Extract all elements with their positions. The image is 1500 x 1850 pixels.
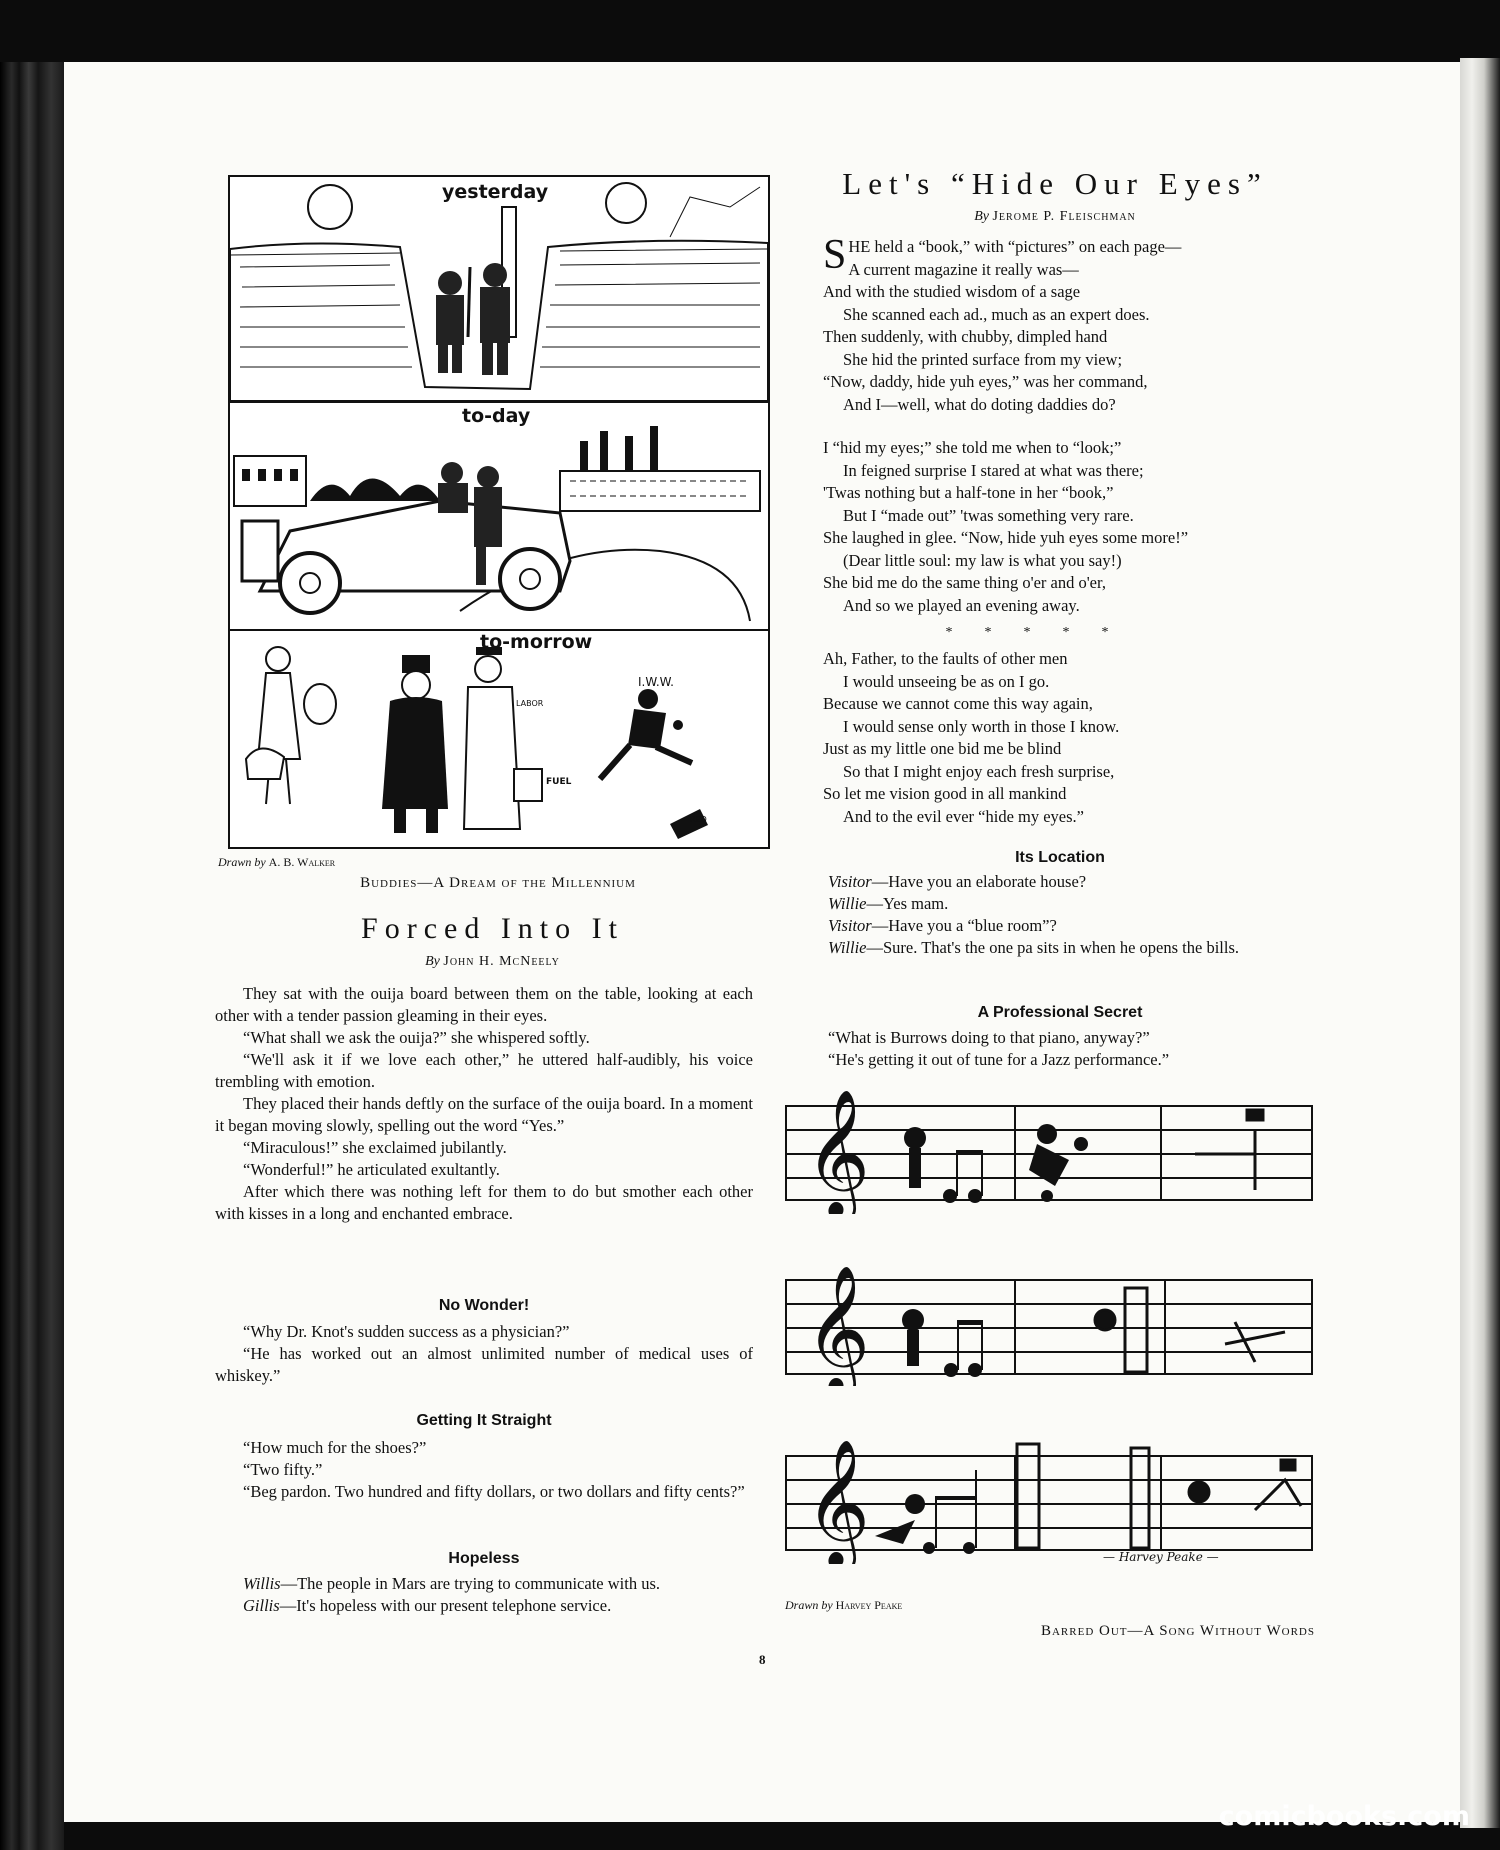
no-wonder-body (215, 1321, 753, 1387)
poem-line: (Dear little soul: my law is what you say!) (843, 550, 1122, 570)
dialogue-line (800, 915, 1320, 937)
labor-label: LABOR (516, 699, 544, 708)
panel-today (230, 401, 768, 631)
dialogue-text: —Sure. That's the one pa sits in when he opens the bills. (866, 938, 1239, 957)
trench-illustration (230, 177, 768, 401)
music-caption: Barred Out—A Song Without Words (1040, 1623, 1315, 1639)
poem-line: So that I might enjoy each fresh surprise, (843, 761, 1115, 781)
story-paragraph: “We'll ask it if we love each other,” he uttered half-audibly, his voice trembling with emotion. (215, 1050, 753, 1091)
no-wonder-title: No Wonder! (438, 1297, 530, 1314)
speaker-name: Visitor (828, 872, 872, 891)
speaker-name: Gillis (243, 1596, 280, 1615)
story-title: Forced Into It (361, 912, 624, 945)
panel-yesterday (230, 177, 768, 403)
poem-line: She hid the printed surface from my view; (843, 349, 1123, 369)
story-paragraph: After which there was nothing left for them to do but smother each other with kisses in a long and enchanted embrace. (215, 1182, 753, 1223)
hopeless-title: Hopeless (448, 1550, 520, 1567)
secret-title: A Professional Secret (977, 1004, 1143, 1021)
panel-label-tomorrow: to-morrow (480, 631, 593, 653)
first-line-text: HE held a “book,” with “pictures” on each page— (848, 237, 1182, 256)
credit-name: A. B. Walker (268, 855, 336, 869)
joke-text: —The people in Mars are trying to communicate with us. (280, 1574, 660, 1593)
dialogue-text: —Have you a “blue room”? (871, 916, 1057, 935)
music-staff-2 (785, 1262, 1313, 1386)
music-staff-3 (785, 1440, 1313, 1564)
staff-drawing-2 (785, 1262, 1313, 1386)
poem-line: She scanned each ad., much as an expert does. (843, 304, 1150, 324)
story-paragraph: They sat with the ouija board between them on the table, looking at each other with a tender passion gleaming in their eyes. (215, 984, 753, 1025)
joke-line (215, 1573, 753, 1595)
poem-line: She laughed in glee. “Now, hide yuh eyes some more!” (823, 528, 1189, 547)
poem-line: A current magazine it really was— (848, 259, 1079, 279)
dialogue-line (800, 871, 1320, 893)
byline-by: By (425, 954, 440, 969)
poem-stanza-3 (823, 648, 1323, 828)
svg-text:𝄞: 𝄞 (805, 1090, 871, 1214)
poem-line: I would unseeing be as on I go. (843, 671, 1050, 691)
page-number: 8 (759, 1652, 766, 1667)
harvey-peake-signature: — Harvey Peake — (1103, 1550, 1219, 1564)
story-body (215, 983, 753, 1225)
joke-line: “How much for the shoes?” (243, 1438, 427, 1457)
hopeless-body (215, 1573, 753, 1617)
iww-label: I.W.W. (638, 675, 674, 689)
dialogue-text: —Yes mam. (866, 894, 949, 913)
svg-text:𝄞: 𝄞 (805, 1264, 871, 1386)
poem-title: Let's “Hide Our Eyes” (842, 166, 1268, 201)
getting-straight-body (215, 1437, 753, 1503)
joke-line: “What is Burrows doing to that piano, anyway?” (828, 1028, 1150, 1047)
joke-text: —It's hopeless with our present telephone service. (279, 1596, 612, 1615)
byline-author: Jerome P. Fleischman (992, 209, 1136, 224)
book-binding (0, 62, 64, 1850)
story-paragraph: “Miraculous!” she exclaimed jubilantly. (243, 1138, 507, 1157)
staff-drawing-1 (785, 1090, 1313, 1214)
joke-line: “He has worked out an almost unlimited number of medical uses of whiskey.” (215, 1344, 753, 1385)
getting-straight-title: Getting It Straight (416, 1412, 552, 1429)
drop-cap: S (823, 232, 847, 278)
panel-tomorrow (230, 629, 768, 847)
music-staff-1 (785, 1090, 1313, 1214)
speaker-name: Willie (828, 894, 867, 913)
watermark: comicbooks.com (1218, 1801, 1470, 1832)
credit-prefix: Drawn by (785, 1598, 833, 1612)
poem-line: Then suddenly, with chubby, dimpled hand (823, 327, 1108, 346)
cartoon-caption: Buddies—A Dream of the Millennium (360, 875, 636, 891)
poem-line: And I—well, what do doting daddies do? (843, 394, 1116, 414)
section-stars: ***** (945, 625, 1141, 640)
svg-text:𝄞: 𝄞 (805, 1440, 871, 1564)
poem-line: “Now, daddy, hide yuh eyes,” was her command, (823, 372, 1148, 391)
panel-label-today: to-day (462, 405, 531, 427)
poem-stanza-2 (823, 437, 1323, 617)
story-paragraph: They placed their hands deftly on the surface of the ouija board. In a moment it began moving slowly, spelling out the word “Yes.” (215, 1094, 753, 1135)
byline-author: John H. McNeely (443, 954, 560, 969)
dialogue-line (800, 893, 1320, 915)
cartoon-buddies (228, 175, 770, 849)
poem-line: 'Twas nothing but a half-tone in her “book,” (823, 483, 1114, 502)
credit-prefix: Drawn by (218, 855, 266, 869)
story-paragraph: “What shall we ask the ouija?” she whispered softly. (243, 1028, 590, 1047)
poem-line: So let me vision good in all mankind (823, 784, 1067, 803)
fuel-label: FUEL (546, 777, 572, 787)
joke-line: “Beg pardon. Two hundred and fifty dollars, or two dollars and fifty cents?” (243, 1482, 745, 1501)
joke-line (215, 1595, 753, 1617)
poem-line: She bid me do the same thing o'er and o'er, (823, 573, 1106, 592)
poem-line: But I “made out” 'twas something very rare. (843, 505, 1134, 525)
poem-stanza-1 (823, 232, 1323, 416)
millennium-illustration (230, 629, 768, 847)
poem-byline (785, 209, 1325, 225)
music-credit (785, 1598, 902, 1613)
dialogue-text: —Have you an elaborate house? (871, 872, 1087, 891)
panel-label-yesterday: yesterday (442, 181, 549, 203)
speaker-name: Willie (828, 938, 867, 957)
poem-line: I “hid my eyes;” she told me when to “look;” (823, 438, 1122, 457)
poem-line: Just as my little one bid me be blind (823, 739, 1062, 758)
cartoon-credit (218, 855, 335, 870)
red-flag-label: RED (690, 815, 707, 824)
poem-line: And with the studied wisdom of a sage (823, 282, 1081, 301)
story-paragraph: “Wonderful!” he articulated exultantly. (243, 1160, 500, 1179)
page-edge (1460, 58, 1500, 1828)
speaker-name: Willis (243, 1574, 281, 1593)
poem-line: I would sense only worth in those I know. (843, 716, 1120, 736)
secret-body (800, 1027, 1320, 1071)
location-title: Its Location (1015, 849, 1105, 866)
poem-line: Because we cannot come this way again, (823, 694, 1093, 713)
story-byline (215, 954, 770, 970)
poem-line: And to the evil ever “hide my eyes.” (843, 806, 1084, 826)
credit-name: Harvey Peake (835, 1598, 903, 1612)
poem-line: In feigned surprise I stared at what was there; (843, 460, 1144, 480)
poem-line: Ah, Father, to the faults of other men (823, 649, 1068, 668)
dialogue-line (800, 937, 1320, 959)
location-body (800, 871, 1320, 959)
speaker-name: Visitor (828, 916, 872, 935)
joke-line: “He's getting it out of tune for a Jazz performance.” (828, 1050, 1170, 1069)
poem-line: And so we played an evening away. (843, 595, 1080, 615)
joke-line: “Why Dr. Knot's sudden success as a physician?” (243, 1322, 570, 1341)
joke-line: “Two fifty.” (243, 1460, 323, 1479)
byline-by: By (974, 209, 989, 224)
automobile-illustration (230, 401, 768, 629)
staff-drawing-3 (785, 1440, 1313, 1564)
